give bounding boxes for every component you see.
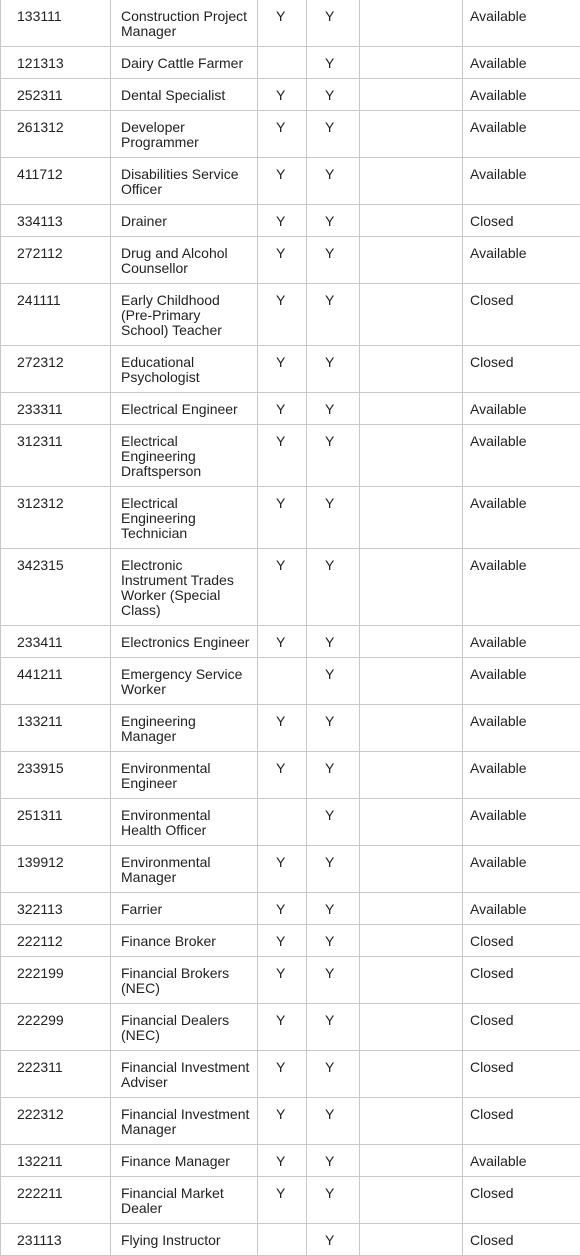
- list-flag-2: Y: [307, 0, 360, 47]
- occupation-code: 342315: [1, 549, 111, 626]
- availability-status: Available: [463, 393, 580, 425]
- list-flag-2: Y: [307, 1145, 360, 1177]
- table-row: [1, 925, 580, 957]
- occupation-name: Electrical Engineering Technician: [111, 487, 258, 549]
- list-flag-2: Y: [307, 658, 360, 705]
- occupation-code: 121313: [1, 47, 111, 79]
- occupation-name: Environmental Manager: [111, 846, 258, 893]
- occupation-name: Developer Programmer: [111, 111, 258, 158]
- occupation-code: 233411: [1, 626, 111, 658]
- table-row: [1, 1098, 580, 1145]
- list-flag-2: Y: [307, 1224, 360, 1256]
- list-flag-3: [360, 799, 463, 846]
- list-flag-1: Y: [258, 925, 307, 957]
- occupation-code: 322113: [1, 893, 111, 925]
- list-flag-1: Y: [258, 79, 307, 111]
- table-row: [1, 79, 580, 111]
- table-row: [1, 1177, 580, 1224]
- occupation-code: 222211: [1, 1177, 111, 1224]
- list-flag-3: [360, 1004, 463, 1051]
- availability-status: Closed: [463, 1098, 580, 1145]
- list-flag-2: Y: [307, 346, 360, 393]
- occupation-name: Educational Psychologist: [111, 346, 258, 393]
- table-row: [1, 1224, 580, 1256]
- table-row: [1, 1145, 580, 1177]
- list-flag-2: Y: [307, 846, 360, 893]
- list-flag-1: [258, 799, 307, 846]
- table-row: [1, 487, 580, 549]
- list-flag-3: [360, 626, 463, 658]
- occupation-code: 272112: [1, 237, 111, 284]
- occupation-name: Electronic Instrument Trades Worker (Special Class): [111, 549, 258, 626]
- list-flag-2: Y: [307, 957, 360, 1004]
- list-flag-1: Y: [258, 549, 307, 626]
- list-flag-3: [360, 79, 463, 111]
- list-flag-1: Y: [258, 752, 307, 799]
- availability-status: Available: [463, 111, 580, 158]
- table-row: [1, 799, 580, 846]
- list-flag-2: Y: [307, 626, 360, 658]
- occupation-code: 334113: [1, 205, 111, 237]
- list-flag-1: Y: [258, 205, 307, 237]
- list-flag-3: [360, 237, 463, 284]
- table-row: [1, 237, 580, 284]
- occupation-name: Engineering Manager: [111, 705, 258, 752]
- list-flag-3: [360, 893, 463, 925]
- occupation-code: 233915: [1, 752, 111, 799]
- list-flag-2: Y: [307, 158, 360, 205]
- occupation-code: 252311: [1, 79, 111, 111]
- occupation-code: 222312: [1, 1098, 111, 1145]
- availability-status: Closed: [463, 1177, 580, 1224]
- availability-status: Available: [463, 237, 580, 284]
- availability-status: Closed: [463, 925, 580, 957]
- list-flag-1: Y: [258, 425, 307, 487]
- list-flag-1: Y: [258, 1098, 307, 1145]
- occupation-name: Electrical Engineering Draftsperson: [111, 425, 258, 487]
- availability-status: Available: [463, 0, 580, 47]
- occupation-name: Drainer: [111, 205, 258, 237]
- occupation-code: 133111: [1, 0, 111, 47]
- list-flag-3: [360, 957, 463, 1004]
- list-flag-1: Y: [258, 284, 307, 346]
- availability-status: Closed: [463, 957, 580, 1004]
- availability-status: Closed: [463, 1004, 580, 1051]
- list-flag-1: [258, 47, 307, 79]
- table-row: [1, 846, 580, 893]
- occupation-name: Drug and Alcohol Counsellor: [111, 237, 258, 284]
- list-flag-1: Y: [258, 487, 307, 549]
- availability-status: Available: [463, 1145, 580, 1177]
- occupation-name: Early Childhood (Pre-Primary School) Teacher: [111, 284, 258, 346]
- table-row: [1, 626, 580, 658]
- availability-status: Available: [463, 705, 580, 752]
- table-row: [1, 393, 580, 425]
- occupation-name: Financial Investment Adviser: [111, 1051, 258, 1098]
- list-flag-2: Y: [307, 393, 360, 425]
- list-flag-2: Y: [307, 425, 360, 487]
- occupation-name: Environmental Engineer: [111, 752, 258, 799]
- list-flag-1: Y: [258, 0, 307, 47]
- availability-status: Available: [463, 158, 580, 205]
- table-row: [1, 549, 580, 626]
- occupation-name: Farrier: [111, 893, 258, 925]
- list-flag-1: Y: [258, 957, 307, 1004]
- list-flag-1: Y: [258, 111, 307, 158]
- list-flag-1: Y: [258, 705, 307, 752]
- availability-status: Available: [463, 893, 580, 925]
- occupation-name: Disabilities Service Officer: [111, 158, 258, 205]
- table-row: [1, 284, 580, 346]
- occupation-name: Emergency Service Worker: [111, 658, 258, 705]
- table-row: [1, 1004, 580, 1051]
- occupation-code: 261312: [1, 111, 111, 158]
- table-row: [1, 705, 580, 752]
- list-flag-1: Y: [258, 893, 307, 925]
- list-flag-3: [360, 549, 463, 626]
- list-flag-3: [360, 1177, 463, 1224]
- list-flag-3: [360, 111, 463, 158]
- occupation-code: 132211: [1, 1145, 111, 1177]
- table-row: [1, 658, 580, 705]
- occupation-name: Financial Market Dealer: [111, 1177, 258, 1224]
- list-flag-2: Y: [307, 925, 360, 957]
- table-row: [1, 425, 580, 487]
- list-flag-1: Y: [258, 1145, 307, 1177]
- occupation-name: Environmental Health Officer: [111, 799, 258, 846]
- availability-status: Closed: [463, 1051, 580, 1098]
- list-flag-3: [360, 346, 463, 393]
- list-flag-2: Y: [307, 237, 360, 284]
- list-flag-2: Y: [307, 752, 360, 799]
- table-row: [1, 957, 580, 1004]
- list-flag-2: Y: [307, 549, 360, 626]
- occupation-name: Dental Specialist: [111, 79, 258, 111]
- list-flag-3: [360, 752, 463, 799]
- occupation-code: 231113: [1, 1224, 111, 1256]
- list-flag-3: [360, 47, 463, 79]
- list-flag-3: [360, 1098, 463, 1145]
- list-flag-1: Y: [258, 1051, 307, 1098]
- occupation-name: Construction Project Manager: [111, 0, 258, 47]
- availability-status: Available: [463, 549, 580, 626]
- occupation-code: 139912: [1, 846, 111, 893]
- list-flag-1: Y: [258, 346, 307, 393]
- occupation-code: 272312: [1, 346, 111, 393]
- occupation-code: 222299: [1, 1004, 111, 1051]
- occupation-name: Electrical Engineer: [111, 393, 258, 425]
- list-flag-3: [360, 1145, 463, 1177]
- occupation-code: 241111: [1, 284, 111, 346]
- table-row: [1, 893, 580, 925]
- occupation-code: 222311: [1, 1051, 111, 1098]
- availability-status: Available: [463, 799, 580, 846]
- list-flag-1: Y: [258, 846, 307, 893]
- list-flag-2: Y: [307, 284, 360, 346]
- availability-status: Available: [463, 47, 580, 79]
- list-flag-1: Y: [258, 626, 307, 658]
- occupation-code: 233311: [1, 393, 111, 425]
- list-flag-2: Y: [307, 705, 360, 752]
- table-row: [1, 752, 580, 799]
- occupation-code: 133211: [1, 705, 111, 752]
- occupation-code: 251311: [1, 799, 111, 846]
- list-flag-3: [360, 158, 463, 205]
- availability-status: Available: [463, 425, 580, 487]
- availability-status: Closed: [463, 1224, 580, 1256]
- availability-status: Closed: [463, 205, 580, 237]
- table-row: [1, 1051, 580, 1098]
- availability-status: Available: [463, 752, 580, 799]
- occupation-name: Financial Brokers (NEC): [111, 957, 258, 1004]
- list-flag-3: [360, 1224, 463, 1256]
- list-flag-3: [360, 846, 463, 893]
- list-flag-3: [360, 658, 463, 705]
- availability-status: Available: [463, 626, 580, 658]
- table-row: [1, 0, 580, 47]
- table-row: [1, 111, 580, 158]
- list-flag-2: Y: [307, 893, 360, 925]
- list-flag-3: [360, 1051, 463, 1098]
- list-flag-2: Y: [307, 47, 360, 79]
- list-flag-1: Y: [258, 393, 307, 425]
- list-flag-2: Y: [307, 1004, 360, 1051]
- list-flag-3: [360, 487, 463, 549]
- list-flag-1: [258, 658, 307, 705]
- availability-status: Closed: [463, 284, 580, 346]
- table-row: [1, 158, 580, 205]
- list-flag-2: Y: [307, 1177, 360, 1224]
- occupation-code: 411712: [1, 158, 111, 205]
- list-flag-3: [360, 284, 463, 346]
- list-flag-2: Y: [307, 799, 360, 846]
- occupation-table-body: [1, 0, 580, 1256]
- occupation-code: 222199: [1, 957, 111, 1004]
- list-flag-2: Y: [307, 1098, 360, 1145]
- list-flag-1: Y: [258, 158, 307, 205]
- occupation-code: 312311: [1, 425, 111, 487]
- table-row: [1, 205, 580, 237]
- occupation-name: Electronics Engineer: [111, 626, 258, 658]
- list-flag-1: [258, 1224, 307, 1256]
- list-flag-3: [360, 393, 463, 425]
- availability-status: Closed: [463, 346, 580, 393]
- list-flag-2: Y: [307, 205, 360, 237]
- availability-status: Available: [463, 79, 580, 111]
- availability-status: Available: [463, 658, 580, 705]
- occupation-name: Financial Investment Manager: [111, 1098, 258, 1145]
- list-flag-3: [360, 705, 463, 752]
- list-flag-2: Y: [307, 111, 360, 158]
- occupation-name: Finance Broker: [111, 925, 258, 957]
- list-flag-1: Y: [258, 237, 307, 284]
- occupation-code: 222112: [1, 925, 111, 957]
- list-flag-2: Y: [307, 79, 360, 111]
- table-row: [1, 346, 580, 393]
- list-flag-1: Y: [258, 1004, 307, 1051]
- list-flag-3: [360, 205, 463, 237]
- occupation-name: Flying Instructor: [111, 1224, 258, 1256]
- list-flag-3: [360, 925, 463, 957]
- list-flag-2: Y: [307, 487, 360, 549]
- list-flag-1: Y: [258, 1177, 307, 1224]
- availability-status: Available: [463, 487, 580, 549]
- list-flag-3: [360, 425, 463, 487]
- list-flag-2: Y: [307, 1051, 360, 1098]
- occupation-code: 441211: [1, 658, 111, 705]
- availability-status: Available: [463, 846, 580, 893]
- occupation-name: Dairy Cattle Farmer: [111, 47, 258, 79]
- table-row: [1, 47, 580, 79]
- occupation-code: 312312: [1, 487, 111, 549]
- occupation-name: Finance Manager: [111, 1145, 258, 1177]
- list-flag-3: [360, 0, 463, 47]
- occupation-name: Financial Dealers (NEC): [111, 1004, 258, 1051]
